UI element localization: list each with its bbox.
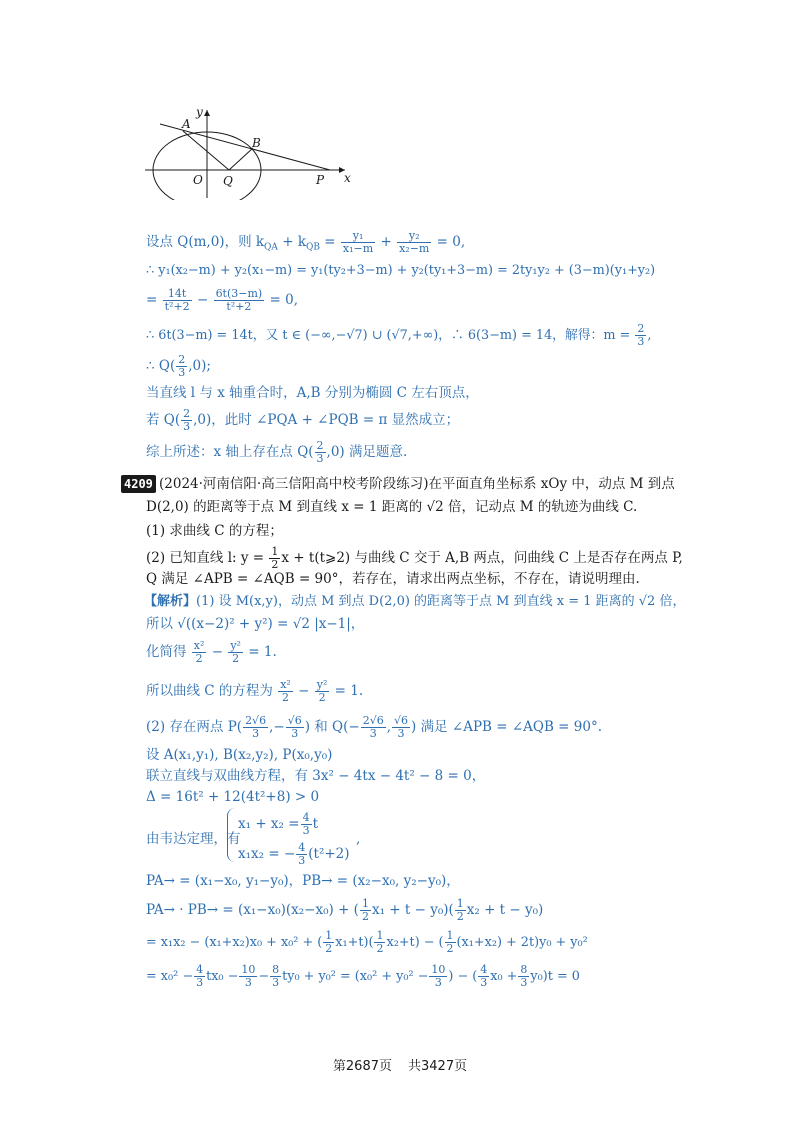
analysis-line-8: Δ = 16t² + 12(4t²+8) > 0 [146,789,320,805]
fraction: $\frac{8}{3}$ [520,963,528,989]
sol-line-6: 当直线 l 与 x 轴重合时，A,B 分别为椭圆 C 左右顶点， [146,385,479,401]
vieta-comma: , [356,831,361,847]
fraction: $\frac{2}{3}$ [637,322,645,348]
fraction: $\frac{10}{3}$ [241,963,256,989]
sol-line-7: 若 Q( $\frac{2}{3}$ ,0)，此时 ∠PQA + ∠PQB = π 显然成立； [146,407,460,433]
fraction: $\frac{2√6}{3}$ [245,714,267,740]
label-O: O [193,173,203,187]
sol-line-8: 综上所述：x 轴上存在点 Q( $\frac{2}{3}$ ,0) 满足题意. [146,439,408,465]
analysis-line-4: 所以曲线 C 的方程为 $\frac{\text{x²}}{2}$ − $\frac{\text{y²}}{2}$ = 1. [146,678,364,704]
y-axis-arrow [204,110,210,116]
fraction: $\frac{1}{2}$ [376,929,384,955]
fraction: $\frac{4}{3}$ [298,841,306,867]
problem-question-2: (2) 已知直线 l: y = $\frac{1}{2}$ x + t(t⩾2) 与曲线 C 交于 A,B 两点，问曲线 C 上是否存在两点 P, [146,545,683,571]
label-B: B [252,136,261,150]
problem-line-2: D(2,0) 的距离等于点 M 到直线 x = 1 距离的 √2 倍，记动点 M 的轨迹为曲线 C. [146,499,638,515]
label-x: x [344,171,351,185]
fraction: $\frac{2}{3}$ [178,353,186,379]
fraction: $\frac{\text{x²}}{2}$ [193,639,205,665]
fraction: $\frac{1}{2}$ [325,929,333,955]
analysis-line-2: 所以 √((x−2)² + y²) = √2 |x−1|， [146,616,365,632]
sol-line-2: ∴ y₁(x₂−m) + y₂(x₁−m) = y₁(ty₂+3−m) + y₂(ty₁+3−m) = 2ty₁y₂ + (3−m)(y₁+y₂) [146,263,656,278]
analysis-tag: 【解析】 [144,594,197,609]
problem-question-1: (1) 求曲线 C 的方程； [146,523,283,539]
fraction: $\frac{\text{y²}}{2}$ [316,678,328,704]
analysis-line-5: (2) 存在两点 P( $\frac{2√6}{3}$ ,− $\frac{√6}{3}$ ) 和 Q(− $\frac{2√6}{3}$ , $\frac{√6}{3}$ ) 满足 ∠APB = ∠AQB = 90°. [146,714,603,740]
analysis-line-6: 设 A(x₁,y₁), B(x₂,y₂), P(x₀,y₀) [146,747,333,763]
label-y: y [196,105,203,119]
page-footer [0,1055,800,1074]
fraction: $\frac{2}{3}$ [183,407,191,433]
sol-line-5: ∴ Q( $\frac{2}{3}$ ,0); [146,353,211,379]
label-P: P [316,173,325,187]
analysis-line-10: PA→ = (x₁−x₀, y₁−y₀)，PB→ = (x₂−x₀, y₂−y₀)， [146,873,460,889]
fraction: $\frac{1}{2}$ [271,545,279,571]
analysis-line-3: 化简得 $\frac{\text{x²}}{2}$ − $\frac{\text{y²}}{2}$ = 1. [146,639,277,665]
fraction: $\frac{14t}{\text{t²+2}}$ [164,287,190,313]
analysis-line-9: 由韦达定理，有 [146,831,241,847]
analysis-line-7: 联立直线与双曲线方程，有 3x² − 4tx − 4t² − 8 = 0， [146,768,486,784]
sol-line-3: = $\frac{14t}{\text{t²+2}}$ − $\frac{6t(3-m)}{\text{t²+2}}$ = 0, [146,287,298,313]
fraction: $\frac{4}{3}$ [480,963,488,989]
ellipse-figure [140,100,370,200]
analysis-line-11: PA→ · PB→ = (x₁−x₀)(x₂−x₀) + ( $\frac{1}{2}$ x₁ + t − y₀)( $\frac{1}{2}$ x₂ + t − y₀) [146,897,544,923]
label-Q: Q [223,174,233,188]
problem-number-badge: 4209 [121,475,156,493]
fraction: $\frac{\text{y₁}}{\text{x₁−m}}$ [342,229,374,255]
fraction: $\frac{√6}{3}$ [394,714,409,740]
vieta-row-2: x₁x₂ = − $\frac{4}{3}$ (t²+2) [238,841,350,867]
vieta-row-1: x₁ + x₂ = $\frac{4}{3}$ t [238,811,318,837]
fraction: $\frac{2}{3}$ [316,439,324,465]
fraction: $\frac{√6}{3}$ [287,714,302,740]
analysis-line-12: = x₁x₂ − (x₁+x₂)x₀ + x₀² + ( $\frac{1}{2}$ x₁+t)( $\frac{1}{2}$ x₂+t) − ( $\frac{1}{2}$ (x₁+x₂) + 2t)y₀ + y₀² [146,929,588,955]
fraction: $\frac{6t(3-m)}{\text{t²+2}}$ [215,287,263,313]
fraction: $\frac{4}{3}$ [196,963,204,989]
segment-QB [229,148,253,170]
page-number: 第2687页 [332,1059,392,1074]
fraction: $\frac{1}{2}$ [456,897,464,923]
fraction: $\frac{8}{3}$ [272,963,280,989]
fraction: $\frac{10}{3}$ [431,963,446,989]
analysis-line-1: 【解析】(1) 设 M(x,y)，动点 M 到点 D(2,0) 的距离等于点 M 到直线 x = 1 距离的 √2 倍， [144,594,686,609]
fraction: $\frac{2√6}{3}$ [362,714,384,740]
total-pages: 共3427页 [408,1059,468,1074]
fraction: $\frac{\text{y²}}{2}$ [230,639,241,665]
fraction: $\frac{4}{3}$ [302,811,310,837]
problem-line-1: (2024·河南信阳·高三信阳高中校考阶段练习)在平面直角坐标系 xOy 中，动点 M 到点 [159,476,675,492]
fraction: $\frac{1}{2}$ [361,897,369,923]
problem-question-2-cont: Q 满足 ∠APB = ∠AQB = 90°，若存在，请求出两点坐标，不存在，请说明理由. [146,571,640,587]
sol-line-1: 设点 Q(m,0)，则 $k_{QA} + k_{QB}$ = $\frac{\text{y₁}}{\text{x₁−m}}$ + $\frac{\text{y₂}}{\text{x₂−m}}$ = 0, [146,229,466,255]
sol-line-4: ∴ 6t(3−m) = 14t，又 t ∈ (−∞,−√7) ∪ (√7,+∞)，∴ 6(3−m) = 14，解得：m = $\frac{2}{3}$ , [146,322,652,348]
fraction: $\frac{1}{2}$ [446,929,454,955]
label-A: A [182,117,191,131]
analysis-line-13: = x₀² − $\frac{4}{3}$ tx₀ − $\frac{10}{3}$ − $\frac{8}{3}$ ty₀ + y₀² = (x₀² + y₀² − $\frac{10}{3}$ ) − ( $\frac{4}{3}$ x₀ + $\frac{8}{3}$ y₀)t = 0 [146,963,580,989]
system-brace [227,808,236,862]
fraction: $\frac{\text{y₂}}{\text{x₂−m}}$ [399,229,430,255]
fraction: $\frac{\text{x²}}{2}$ [280,678,291,704]
